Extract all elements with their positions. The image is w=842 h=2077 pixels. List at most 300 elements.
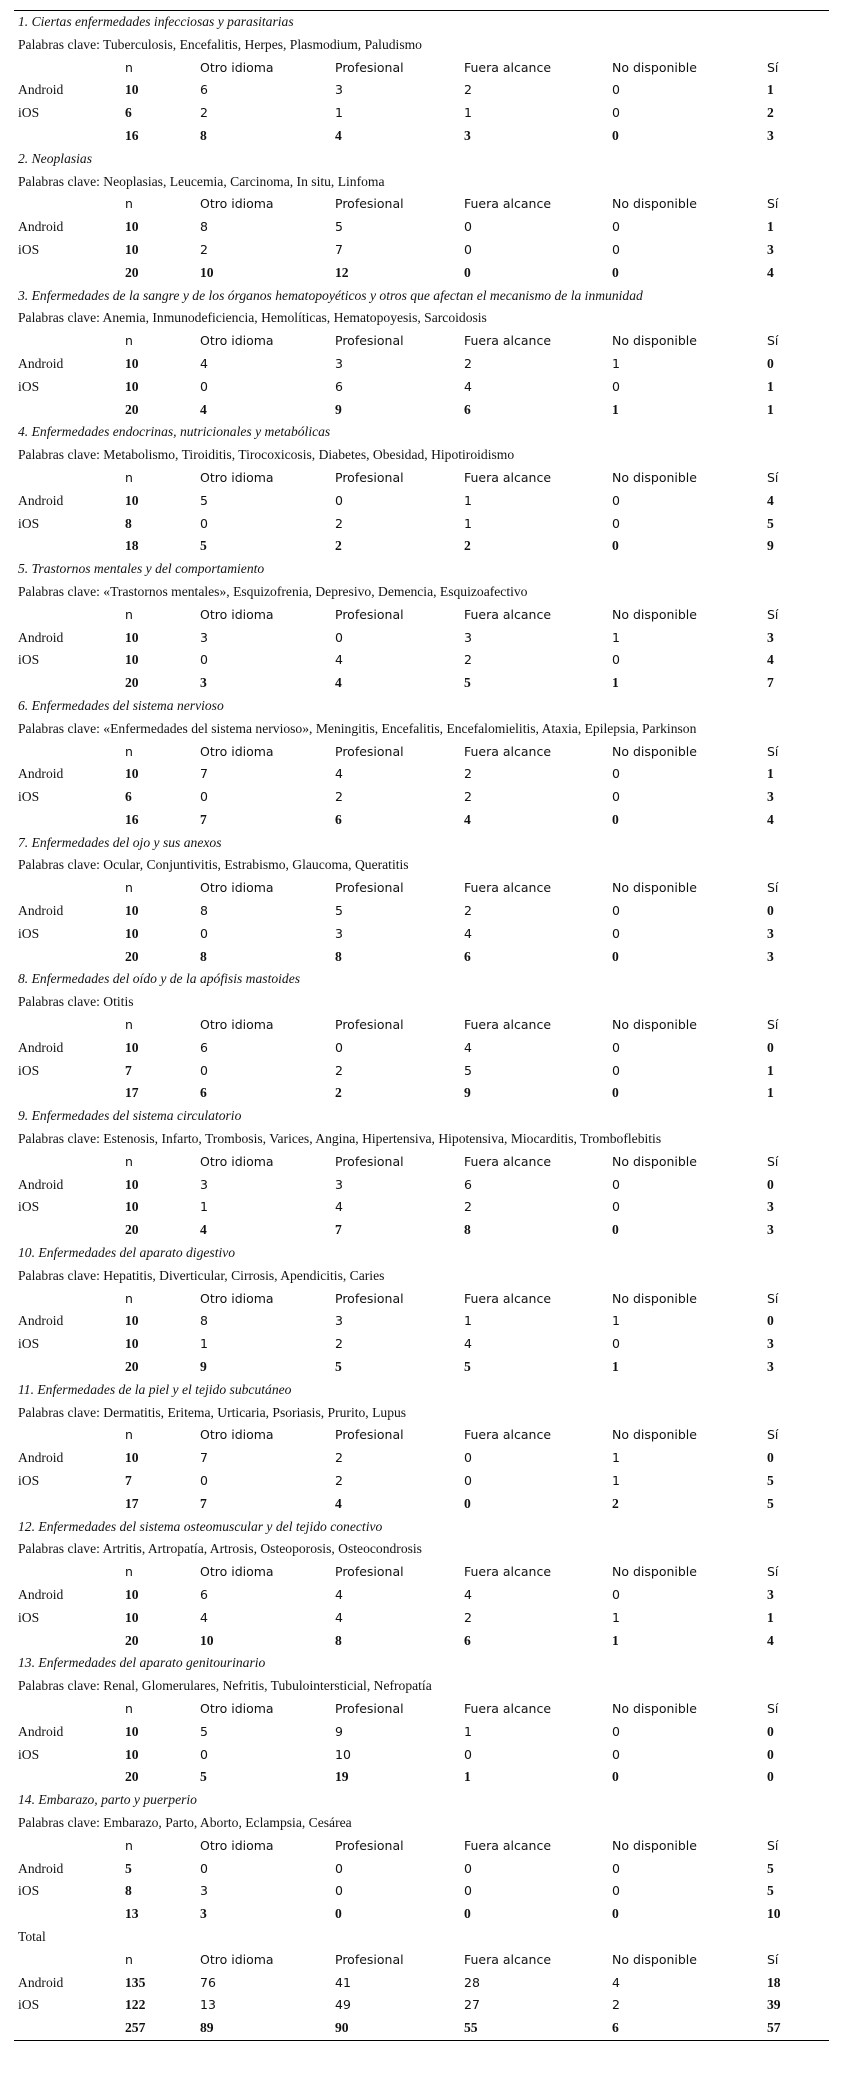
android-value-otro: 8 (200, 903, 208, 919)
total-value-fuera: 6 (464, 401, 471, 417)
section-title-row (14, 1789, 829, 1812)
ios-value-prof: 10 (335, 1746, 351, 1762)
header-spacer (14, 1014, 121, 1037)
column-header-nodisp: No disponible (612, 880, 697, 896)
total-value-prof: 7 (335, 1222, 342, 1238)
android-value-fuera: 1 (464, 1723, 472, 1739)
ios-value-si: 2 (767, 105, 774, 121)
android-value-prof: 5 (335, 903, 343, 919)
column-header-row (14, 1288, 829, 1311)
column-header-fuera: Fuera alcance (464, 1153, 552, 1169)
platform-label: Android (18, 1313, 64, 1329)
column-header-otro: Otro idioma (200, 196, 274, 212)
column-header-row (14, 1151, 829, 1174)
column-header-prof: Profesional (335, 1951, 404, 1967)
total-value-nodisp: 1 (612, 675, 619, 691)
column-header-otro: Otro idioma (200, 333, 274, 349)
android-row (14, 1447, 829, 1470)
android-value-fuera: 4 (464, 1586, 472, 1602)
total-row (14, 535, 829, 558)
ios-value-otro: 0 (200, 925, 208, 941)
section-keywords-row (14, 991, 829, 1014)
total-value-si: 57 (767, 2020, 781, 2036)
column-header-row (14, 741, 829, 764)
ios-value-nodisp: 0 (612, 789, 620, 805)
total-value-otro: 9 (200, 1359, 207, 1375)
android-value-nodisp: 1 (612, 1450, 620, 1466)
platform-label: iOS (18, 1062, 40, 1078)
ios-value-fuera: 1 (464, 515, 472, 531)
column-header-otro: Otro idioma (200, 1837, 274, 1853)
section-keywords-row (14, 1265, 829, 1288)
ios-value-si: 3 (767, 789, 774, 805)
android-value-prof: 0 (335, 1039, 343, 1055)
total-row (14, 1219, 829, 1242)
android-value-n: 10 (125, 1176, 139, 1192)
total-value-si: 3 (767, 1222, 774, 1238)
total-value-prof: 90 (335, 2020, 349, 2036)
total-value-n: 20 (125, 1632, 139, 1648)
column-header-otro: Otro idioma (200, 743, 274, 759)
android-value-si: 0 (767, 1039, 774, 1055)
ios-value-nodisp: 1 (612, 1609, 620, 1625)
column-header-fuera: Fuera alcance (464, 606, 552, 622)
platform-label: iOS (18, 1199, 40, 1215)
header-spacer (14, 741, 121, 764)
total-value-fuera: 4 (464, 811, 471, 827)
total-label-spacer (14, 672, 121, 695)
ios-value-prof: 7 (335, 241, 343, 257)
ios-row (14, 1744, 829, 1767)
column-header-otro: Otro idioma (200, 1153, 274, 1169)
total-row (14, 1082, 829, 1105)
total-value-prof: 19 (335, 1769, 349, 1785)
section-keywords-row (14, 1402, 829, 1425)
ios-row (14, 1060, 829, 1083)
column-header-prof: Profesional (335, 1427, 404, 1443)
ios-value-prof: 49 (335, 1997, 351, 2013)
platform-label: Android (18, 1450, 64, 1466)
total-label-spacer (14, 535, 121, 558)
ios-value-fuera: 5 (464, 1062, 472, 1078)
total-value-si: 10 (767, 1906, 781, 1922)
total-row (14, 1356, 829, 1379)
column-header-prof: Profesional (335, 333, 404, 349)
android-value-fuera: 2 (464, 766, 472, 782)
column-header-n: n (125, 469, 133, 485)
section-keywords: Palabras clave: Artritis, Artropatía, Artrosis, Osteoporosis, Osteocondrosis (18, 1541, 422, 1557)
column-header-n: n (125, 1564, 133, 1580)
android-row (14, 79, 829, 102)
total-value-n: 16 (125, 127, 139, 143)
android-value-fuera: 2 (464, 82, 472, 98)
platform-label: iOS (18, 1997, 40, 2013)
ios-value-otro: 0 (200, 652, 208, 668)
android-value-otro: 3 (200, 629, 208, 645)
android-value-nodisp: 0 (612, 1723, 620, 1739)
total-value-otro: 3 (200, 675, 207, 691)
ios-value-nodisp: 0 (612, 652, 620, 668)
android-value-prof: 4 (335, 1586, 343, 1602)
ios-row (14, 1470, 829, 1493)
header-spacer (14, 604, 121, 627)
total-value-nodisp: 0 (612, 948, 619, 964)
section-keywords-row (14, 1812, 829, 1835)
total-value-fuera: 0 (464, 1906, 471, 1922)
total-row (14, 399, 829, 422)
header-spacer (14, 1561, 121, 1584)
ios-value-otro: 13 (200, 1997, 216, 2013)
section-title: 11. Enfermedades de la piel y el tejido subcutáneo (18, 1381, 292, 1397)
section-keywords-row (14, 307, 829, 330)
ios-value-prof: 1 (335, 105, 343, 121)
total-value-n: 20 (125, 1769, 139, 1785)
disease-keyword-table (14, 10, 829, 2041)
total-row (14, 1630, 829, 1653)
column-header-nodisp: No disponible (612, 1951, 697, 1967)
total-value-fuera: 55 (464, 2020, 478, 2036)
column-header-prof: Profesional (335, 196, 404, 212)
column-header-nodisp: No disponible (612, 743, 697, 759)
header-spacer (14, 877, 121, 900)
ios-value-n: 6 (125, 789, 132, 805)
total-label-spacer (14, 262, 121, 285)
android-value-nodisp: 1 (612, 355, 620, 371)
total-value-n: 20 (125, 401, 139, 417)
section-title: 10. Enfermedades del aparato digestivo (18, 1245, 236, 1261)
section-title-row (14, 832, 829, 855)
section-title-row (14, 11, 829, 34)
ios-row (14, 1333, 829, 1356)
column-header-prof: Profesional (335, 1290, 404, 1306)
total-value-otro: 4 (200, 1222, 207, 1238)
android-value-otro: 8 (200, 219, 208, 235)
ios-value-si: 3 (767, 925, 774, 941)
column-header-fuera: Fuera alcance (464, 333, 552, 349)
android-value-nodisp: 0 (612, 766, 620, 782)
total-value-otro: 4 (200, 401, 207, 417)
ios-value-otro: 2 (200, 105, 208, 121)
ios-value-nodisp: 0 (612, 925, 620, 941)
ios-value-n: 10 (125, 378, 139, 394)
android-value-si: 0 (767, 355, 774, 371)
platform-label: iOS (18, 241, 40, 257)
android-value-prof: 0 (335, 1860, 343, 1876)
platform-label: Android (18, 492, 64, 508)
column-header-si: Sí (767, 1951, 779, 1967)
ios-value-nodisp: 0 (612, 1199, 620, 1215)
android-value-fuera: 1 (464, 1313, 472, 1329)
header-spacer (14, 467, 121, 490)
column-header-row (14, 467, 829, 490)
header-spacer (14, 1151, 121, 1174)
android-value-prof: 9 (335, 1723, 343, 1739)
total-value-nodisp: 0 (612, 264, 619, 280)
android-value-fuera: 2 (464, 355, 472, 371)
ios-value-prof: 2 (335, 515, 343, 531)
section-title: 4. Enfermedades endocrinas, nutricionales y metabólicas (18, 424, 331, 440)
ios-value-otro: 1 (200, 1199, 208, 1215)
ios-row (14, 1607, 829, 1630)
column-header-n: n (125, 1017, 133, 1033)
ios-value-fuera: 2 (464, 652, 472, 668)
column-header-prof: Profesional (335, 880, 404, 896)
ios-value-si: 5 (767, 1473, 774, 1488)
ios-value-prof: 4 (335, 652, 343, 668)
section-title-row (14, 1652, 829, 1675)
total-label-spacer (14, 946, 121, 969)
android-row (14, 353, 829, 376)
section-keywords-row (14, 1538, 829, 1561)
column-header-otro: Otro idioma (200, 1700, 274, 1716)
total-value-n: 20 (125, 675, 139, 691)
ios-value-n: 10 (125, 1199, 139, 1215)
column-header-row (14, 604, 829, 627)
total-value-nodisp: 0 (612, 811, 619, 827)
android-row (14, 1174, 829, 1197)
total-value-n: 20 (125, 948, 139, 964)
ios-row (14, 513, 829, 536)
platform-label: Android (18, 1860, 64, 1876)
ios-value-nodisp: 1 (612, 1473, 620, 1488)
android-row (14, 1037, 829, 1060)
total-value-n: 16 (125, 811, 139, 827)
ios-row (14, 1196, 829, 1219)
total-value-prof: 2 (335, 1085, 342, 1101)
ios-value-otro: 0 (200, 378, 208, 394)
column-header-n: n (125, 1290, 133, 1306)
section-title: 6. Enfermedades del sistema nervioso (18, 697, 224, 713)
platform-label: Android (18, 1974, 64, 1990)
section-title-row (14, 1242, 829, 1265)
column-header-nodisp: No disponible (612, 1153, 697, 1169)
android-value-nodisp: 0 (612, 492, 620, 508)
total-value-nodisp: 0 (612, 538, 619, 554)
section-title: 7. Enfermedades del ojo y sus anexos (18, 834, 222, 850)
section-title: 2. Neoplasias (18, 150, 93, 166)
total-value-otro: 6 (200, 1085, 207, 1101)
section-keywords-row (14, 718, 829, 741)
section-title: 9. Enfermedades del sistema circulatorio (18, 1108, 242, 1124)
header-spacer (14, 1698, 121, 1721)
column-header-si: Sí (767, 469, 779, 485)
column-header-otro: Otro idioma (200, 1290, 274, 1306)
total-value-nodisp: 1 (612, 1632, 619, 1648)
column-header-nodisp: No disponible (612, 1017, 697, 1033)
section-title: 14. Embarazo, parto y puerperio (18, 1792, 197, 1808)
android-value-fuera: 0 (464, 219, 472, 235)
total-label-spacer (14, 1766, 121, 1789)
section-keywords: Palabras clave: Otitis (18, 994, 134, 1010)
section-keywords: Palabras clave: Estenosis, Infarto, Trombosis, Varices, Angina, Hipertensiva, Hipotensiva, Miocarditis, Tromboflebitis (18, 1131, 662, 1147)
total-value-otro: 10 (200, 1632, 214, 1648)
android-value-prof: 3 (335, 355, 343, 371)
section-title: 3. Enfermedades de la sangre y de los órganos hematopoyéticos y otros que afectan el mecanismo de la inmunidad (18, 287, 643, 303)
android-value-otro: 5 (200, 492, 208, 508)
total-value-si: 5 (767, 1495, 774, 1511)
column-header-prof: Profesional (335, 469, 404, 485)
column-header-otro: Otro idioma (200, 1951, 274, 1967)
section-title-row (14, 421, 829, 444)
total-value-prof: 2 (335, 538, 342, 554)
section-title-row (14, 148, 829, 171)
platform-label: iOS (18, 105, 40, 121)
total-value-fuera: 9 (464, 1085, 471, 1101)
total-value-si: 4 (767, 1632, 774, 1648)
android-value-fuera: 3 (464, 629, 472, 645)
android-value-otro: 76 (200, 1974, 216, 1990)
column-header-si: Sí (767, 1700, 779, 1716)
column-header-n: n (125, 1153, 133, 1169)
column-header-n: n (125, 606, 133, 622)
column-header-row (14, 1698, 829, 1721)
total-value-nodisp: 0 (612, 1906, 619, 1922)
android-value-otro: 4 (200, 355, 208, 371)
column-header-otro: Otro idioma (200, 1564, 274, 1580)
ios-value-prof: 4 (335, 1199, 343, 1215)
total-row (14, 1766, 829, 1789)
android-value-prof: 0 (335, 629, 343, 645)
total-value-prof: 8 (335, 1632, 342, 1648)
ios-value-n: 6 (125, 105, 132, 121)
total-label-spacer (14, 1903, 121, 1926)
platform-label: iOS (18, 515, 40, 531)
ios-value-nodisp: 0 (612, 1336, 620, 1352)
android-value-fuera: 4 (464, 1039, 472, 1055)
ios-value-n: 8 (125, 1883, 132, 1899)
total-value-nodisp: 0 (612, 127, 619, 143)
platform-label: iOS (18, 1609, 40, 1625)
section-title-row (14, 695, 829, 718)
android-value-fuera: 2 (464, 903, 472, 919)
android-value-si: 0 (767, 1313, 774, 1329)
column-header-prof: Profesional (335, 1837, 404, 1853)
total-value-fuera: 0 (464, 264, 471, 280)
ios-value-prof: 2 (335, 789, 343, 805)
total-value-fuera: 8 (464, 1222, 471, 1238)
section-title: 8. Enfermedades del oído y de la apófisis mastoides (18, 971, 301, 987)
total-value-otro: 7 (200, 1495, 207, 1511)
total-value-fuera: 1 (464, 1769, 471, 1785)
android-row (14, 1584, 829, 1607)
ios-value-fuera: 4 (464, 925, 472, 941)
ios-value-si: 4 (767, 652, 774, 668)
android-value-n: 10 (125, 903, 139, 919)
total-value-fuera: 2 (464, 538, 471, 554)
android-value-si: 0 (767, 903, 774, 919)
ios-value-si: 3 (767, 1336, 774, 1352)
ios-value-otro: 3 (200, 1883, 208, 1899)
platform-label: iOS (18, 1473, 40, 1488)
ios-value-fuera: 4 (464, 378, 472, 394)
section-title-row (14, 558, 829, 581)
android-value-n: 10 (125, 1039, 139, 1055)
platform-label: iOS (18, 652, 40, 668)
platform-label: Android (18, 1039, 64, 1055)
total-value-otro: 3 (200, 1906, 207, 1922)
total-value-nodisp: 2 (612, 1495, 619, 1511)
column-header-fuera: Fuera alcance (464, 59, 552, 75)
column-header-fuera: Fuera alcance (464, 1837, 552, 1853)
column-header-n: n (125, 1951, 133, 1967)
grand-total-title-row (14, 1926, 829, 1949)
column-header-fuera: Fuera alcance (464, 1951, 552, 1967)
android-value-si: 0 (767, 1723, 774, 1739)
ios-value-si: 1 (767, 1062, 774, 1078)
android-value-n: 10 (125, 629, 139, 645)
column-header-si: Sí (767, 606, 779, 622)
section-title: 1. Ciertas enfermedades infecciosas y parasitarias (18, 14, 294, 29)
total-row (14, 946, 829, 969)
android-row (14, 490, 829, 513)
total-value-otro: 8 (200, 948, 207, 964)
total-label-spacer (14, 1356, 121, 1379)
ios-value-n: 10 (125, 241, 139, 257)
column-header-n: n (125, 743, 133, 759)
column-header-si: Sí (767, 1153, 779, 1169)
total-value-prof: 8 (335, 948, 342, 964)
platform-label: Android (18, 82, 64, 98)
column-header-prof: Profesional (335, 1700, 404, 1716)
android-value-n: 10 (125, 1586, 139, 1602)
column-header-fuera: Fuera alcance (464, 469, 552, 485)
android-value-nodisp: 1 (612, 629, 620, 645)
android-value-nodisp: 1 (612, 1313, 620, 1329)
ios-row (14, 239, 829, 262)
platform-label: iOS (18, 1883, 40, 1899)
ios-value-n: 8 (125, 515, 132, 531)
header-spacer (14, 193, 121, 216)
ios-value-n: 10 (125, 1609, 139, 1625)
section-keywords: Palabras clave: Anemia, Inmunodeficiencia, Hemolíticas, Hematopoyesis, Sarcoidosis (18, 310, 487, 326)
total-value-nodisp: 6 (612, 2020, 619, 2036)
column-header-si: Sí (767, 1290, 779, 1306)
ios-value-fuera: 4 (464, 1336, 472, 1352)
ios-value-fuera: 0 (464, 1473, 472, 1488)
ios-value-si: 3 (767, 241, 774, 257)
ios-value-prof: 2 (335, 1336, 343, 1352)
platform-label: Android (18, 1586, 64, 1602)
ios-value-fuera: 0 (464, 241, 472, 257)
android-value-fuera: 0 (464, 1450, 472, 1466)
total-value-otro: 10 (200, 264, 214, 280)
total-value-fuera: 6 (464, 1632, 471, 1648)
ios-value-n: 7 (125, 1473, 132, 1488)
ios-value-otro: 0 (200, 789, 208, 805)
column-header-nodisp: No disponible (612, 606, 697, 622)
android-value-n: 10 (125, 1723, 139, 1739)
total-value-si: 4 (767, 264, 774, 280)
android-value-n: 10 (125, 219, 139, 235)
android-value-n: 5 (125, 1860, 132, 1876)
total-value-prof: 4 (335, 127, 342, 143)
total-row (14, 125, 829, 148)
total-value-n: 257 (125, 2020, 146, 2036)
total-value-otro: 5 (200, 1769, 207, 1785)
ios-value-n: 10 (125, 1336, 139, 1352)
section-title: 5. Trastornos mentales y del comportamiento (18, 561, 265, 577)
total-label-spacer (14, 809, 121, 832)
section-keywords: Palabras clave: Dermatitis, Eritema, Urticaria, Psoriasis, Prurito, Lupus (18, 1404, 407, 1420)
total-row (14, 1493, 829, 1516)
column-header-otro: Otro idioma (200, 469, 274, 485)
total-value-si: 0 (767, 1769, 774, 1785)
column-header-otro: Otro idioma (200, 606, 274, 622)
column-header-nodisp: No disponible (612, 1564, 697, 1580)
column-header-row (14, 193, 829, 216)
android-value-fuera: 0 (464, 1860, 472, 1876)
section-title-row (14, 1379, 829, 1402)
